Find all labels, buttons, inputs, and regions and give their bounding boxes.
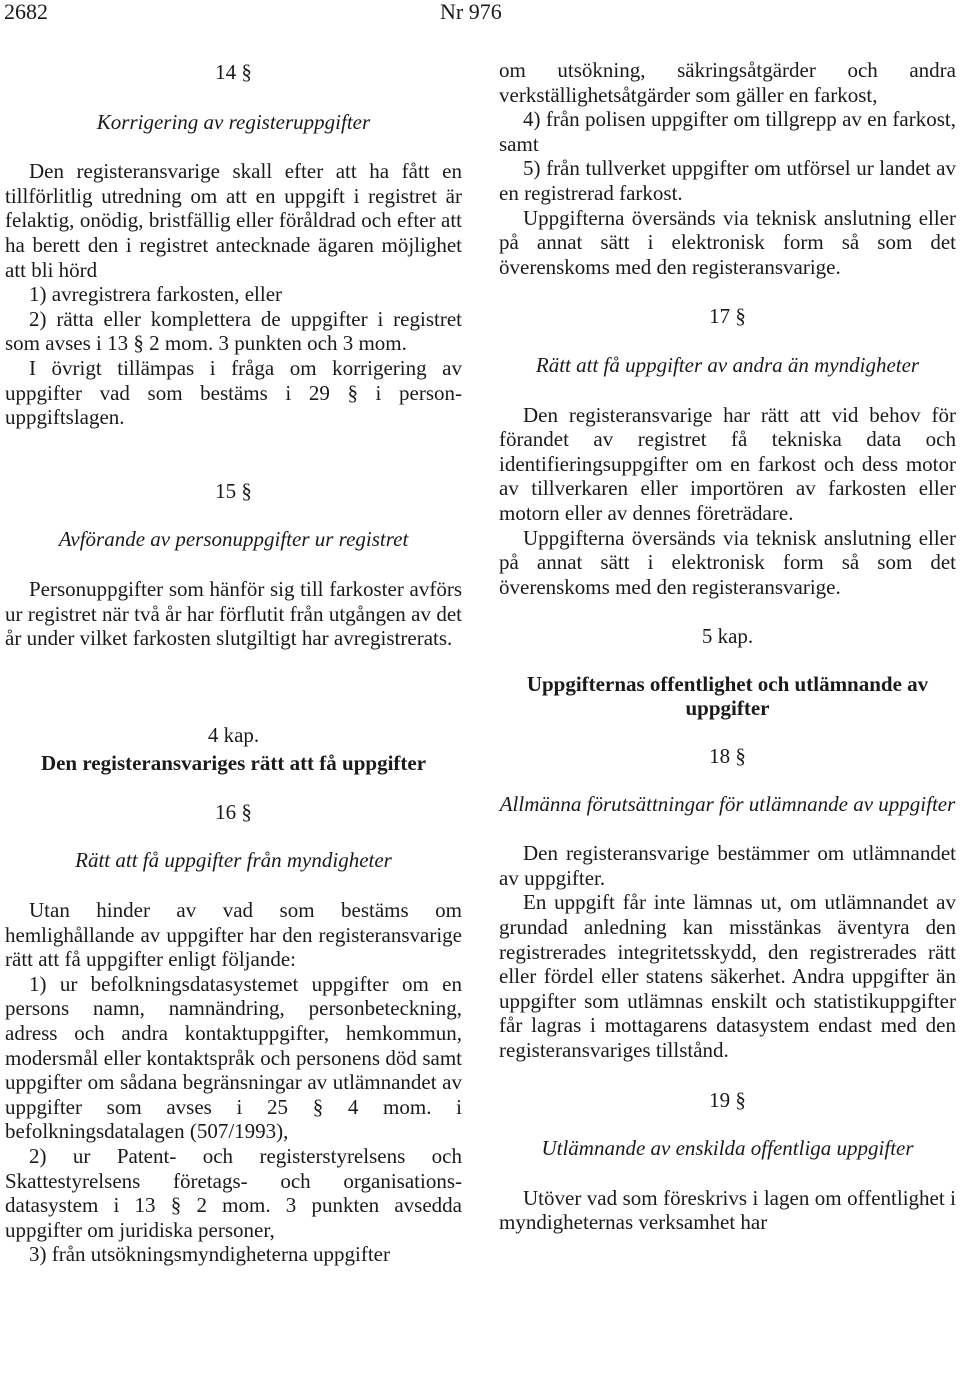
chapter-4-number: 4 kap.	[207, 722, 260, 747]
continued-paragraph-2: 4) från polisen uppgifter om tillgrepp av en farkost, samt	[499, 107, 956, 156]
section-15-paragraph-1: Personuppgifter som hänför sig till farkoster avförs ur registret när två år har förflutit från utgången av det år under vilket farkosten slutgiltigt har avregistrerats.	[5, 576, 462, 651]
section-19-number: 19 §	[709, 1087, 746, 1112]
continued-paragraph-1: om utsökning, säkringsåtgärder och andra verkställighetsåtgärder som gäller en farkost,	[499, 58, 956, 107]
section-19-title: Utlämnande av enskilda offentliga uppgifter	[541, 1136, 914, 1161]
section-15-number: 15 §	[215, 478, 252, 503]
section-18-title: Allmänna förutsättningar för utlämnande av uppgifter	[499, 791, 956, 816]
section-14-paragraph-2: 1) avregistrera farkosten, eller	[29, 282, 283, 307]
page-number: 2682	[4, 0, 48, 24]
section-16-paragraph-2: 1) ur befolkningsdatasystemet uppgifter om en persons namn, namnändring, personbeteckning, adress och andra kontaktuppgifter, hemkommun, modersmål eller kontaktspråk och personens död samt uppgifter om sådana begränsningar av utlämnandet av uppgifter som avses i 25 § 4 mom. i befolkningsdatalagen (507/1993),	[5, 971, 462, 1144]
issue-number: Nr 976	[440, 0, 502, 24]
section-14-title: Korrigering av registeruppgifter	[96, 109, 371, 134]
section-17-number: 17 §	[709, 304, 746, 329]
section-14-paragraph-4: I övrigt tillämpas i fråga om korrigering av uppgifter vad som bestäms i 29 § i personuppgiftslagen.	[5, 355, 462, 430]
section-16-paragraph-4: 3) från utsökningsmyndigheterna uppgifter	[29, 1242, 390, 1267]
chapter-4-title: Den registeransvariges rätt att få uppgifter	[40, 751, 427, 776]
section-14-number: 14 §	[215, 60, 252, 84]
section-17-paragraph-2: Uppgifterna översänds via teknisk anslutning eller på annat sätt i elektronisk form så som det överenskoms med den registeransvarige.	[499, 525, 956, 599]
section-18-paragraph-1: Den registeransvarige bestämmer om utlämnandet av uppgifter.	[499, 841, 956, 890]
continued-paragraph-3: 5) från tullverket uppgifter om utförsel ur landet av en registrerad farkost.	[499, 156, 956, 205]
section-17-title: Rätt att få uppgifter av andra än myndigheter	[535, 352, 920, 377]
page-header	[0, 0, 960, 28]
section-16-title: Rätt att få uppgifter från myndigheter	[75, 848, 392, 873]
section-16-paragraph-3: 2) ur Patent- och registerstyrelsens och Skattestyrelsens företags- och organisationsdatasystem i 13 § 2 mom. 3 punkten avsedda uppgifter om juridiska personer,	[5, 1144, 462, 1242]
section-18-number: 18 §	[709, 744, 746, 769]
section-19-paragraph-1: Utöver vad som föreskrivs i lagen om offentlighet i myndigheternas verksamhet har	[499, 1185, 956, 1235]
section-18-paragraph-2: En uppgift får inte lämnas ut, om utlämnandet av grundad anledning kan misstänkas äventyra den registrerades integritetsskydd, den registrerades rätt eller fördel eller statens säkerhet. Andra uppgifter än uppgifter som utlämnas enskilt och statistikuppgifter får lagras i mottagarens datasystem endast med den registeransvariges tillstånd.	[499, 890, 956, 1062]
chapter-5-number: 5 kap.	[701, 624, 754, 649]
chapter-5-title: Uppgifternas offentlighet och utlämnande av uppgifter	[526, 671, 929, 721]
section-14-paragraph-3: 2) rätta eller komplettera de uppgifter i registret som avses i 13 § 2 mom. 3 punkten och 3 mom.	[5, 306, 462, 356]
left-column	[5, 58, 462, 1267]
right-column	[499, 58, 956, 1235]
section-15-title: Avförande av personuppgifter ur registret	[58, 527, 409, 552]
section-16-paragraph-1: Utan hinder av vad som bestäms om hemlighållande av uppgifter har den registeransvarige rätt att få uppgifter enligt följande:	[5, 898, 462, 972]
continued-paragraph-4: Uppgifterna översänds via teknisk anslutning eller på annat sätt i elektronisk form så som det överenskoms med den registeransvarige.	[499, 205, 956, 279]
section-16-number: 16 §	[215, 799, 252, 824]
section-14-paragraph-1: Den registeransvarige skall efter att ha fått en tillförlitlig utredning om att en uppgift i registret är felaktig, onödig, bristfällig eller föråldrad och efter att ha berett den i registret antecknade ägaren möjlighet att bli hörd	[5, 159, 462, 282]
section-17-paragraph-1: Den registeransvarige har rätt att vid behov för förandet av registret få tekniska data och identifieringsuppgifter om en farkost och dess motor av tillverkaren eller importören av farkosten eller motorn eller av dennes företrädare.	[499, 402, 956, 525]
